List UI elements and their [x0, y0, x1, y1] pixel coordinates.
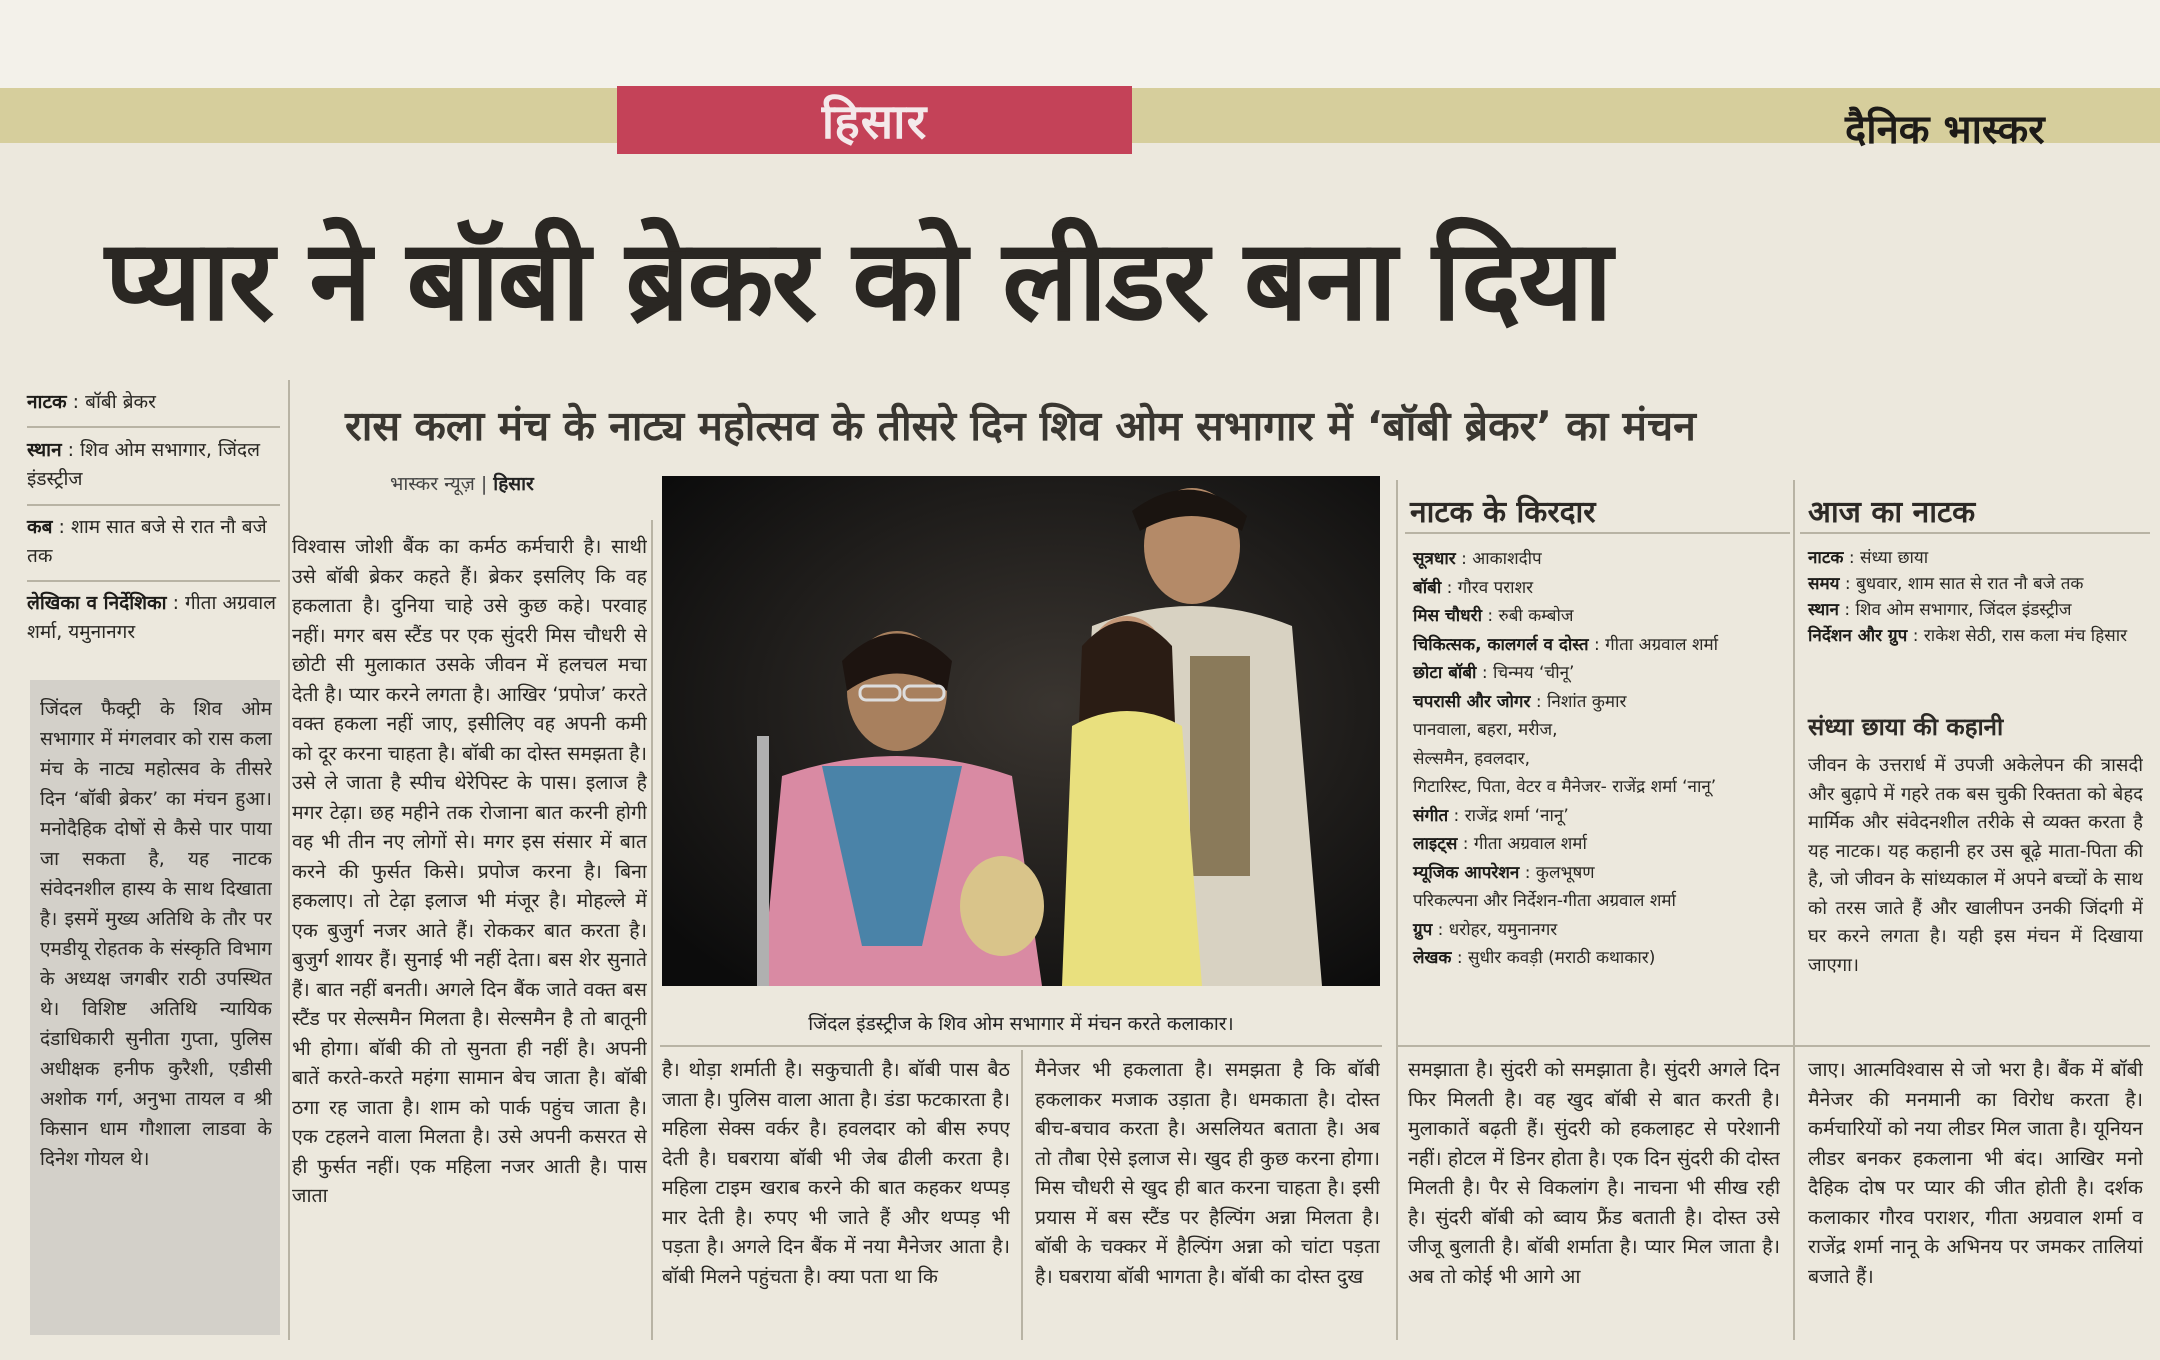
- article-column-3: मैनेजर भी हकलाता है। समझता है कि बॉबी हकलाकर मजाक उड़ाता है। धमकाता है। दोस्त बीच-बचाव करता है। असलियत बताता है। अब तो तौबा ऐसे इलाज से। खुद ही कुछ करना होगा। मिस चौधरी से खुद ही बात करना चाहता है। इसी प्रयास में बस स्टैंड पर हैल्पिंग अन्ना मिलता है। बॉबी के चक्कर में हैल्पिंग अन्ना को चांटा पड़ता है। घबराया बॉबी भागता है। बॉबी का दोस्त दुख: [1035, 1058, 1380, 1288]
- divider: [1405, 532, 1790, 534]
- cast-row: म्यूजिक आपरेशन : कुलभूषण: [1413, 862, 1595, 883]
- cast-name: राजेंद्र शर्मा ‘नानू’: [1464, 805, 1569, 826]
- cast-row: चपरासी और जोगर : निशांत कुमार: [1413, 691, 1627, 712]
- today-row: स्थान : शिव ओम सभागार, जिंदल इंडस्ट्रीज: [1808, 600, 2072, 620]
- article-column-2: है। थोड़ा शर्माती है। सकुचाती है। बॉबी पास बैठ जाता है। पुलिस वाला आता है। डंडा फटकारता है। महिला सेक्स वर्कर है। हवलदार को बीस रुपए देती है। घबराया बॉबी भी जेब ढीली करता है। महिला टाइम खराब करने की बात कहकर थप्पड़ मार देती है। रुपए भी जाते हैं और थप्पड़ भी पड़ता है। अगले दिन बैंक में नया मैनेजर आता है। बॉबी मिलने पहुंचता है। क्या पता था कि: [662, 1058, 1010, 1288]
- cast-name: चिन्मय ‘चीनू’: [1492, 663, 1575, 683]
- column-divider: [1396, 480, 1398, 1340]
- column-divider: [651, 520, 653, 1340]
- cast-row: ग्रुप : धरोहर, यमुनानगर: [1413, 919, 1558, 940]
- headline: प्यार ने बॉबी ब्रेकर को लीडर बना दिया: [105, 216, 1611, 346]
- cast-row: संगीत : राजेंद्र शर्मा ‘नानू’: [1413, 805, 1569, 826]
- today-label: समय: [1808, 574, 1840, 594]
- cast-row: सूत्रधार : आकाशदीप: [1413, 549, 1542, 569]
- story-title: संध्या छाया की कहानी: [1808, 713, 2004, 741]
- today-label: निर्देशन और ग्रुप: [1808, 626, 1908, 646]
- cast-row: परिकल्पना और निर्देशन-गीता अग्रवाल शर्मा: [1413, 891, 1676, 911]
- stage-photo-image: [662, 476, 1380, 986]
- byline: भास्कर न्यूज़ | हिसार: [390, 473, 534, 495]
- today-value: संध्या छाया: [1860, 548, 1929, 568]
- cast-name: आकाशदीप: [1472, 549, 1542, 569]
- cast-role: चिकित्सक, कालगर्ल व दोस्त: [1413, 634, 1589, 655]
- city-label-box: [617, 86, 1132, 154]
- info-director: लेखिका व निर्देशिका : गीता अग्रवाल शर्मा, यमुनानगर: [27, 592, 277, 643]
- divider: [27, 426, 280, 428]
- article-column-4: समझाता है। सुंदरी को समझाता है। सुंदरी अगले दिन फिर मिलती है। वह खुद बॉबी से बात करती है। मुलाकातें बढ़ती हैं। सुंदरी को हकलाहट से परेशानी नहीं। होटल में डिनर होता है। एक दिन सुंदरी की दोस्त मिलती है। पैर से विकलांग है। नाचना भी सीख रही है। सुंदरी बॉबी को ब्वाय फ्रैंड बताती है। दोस्त उसे जीजू बुलाती है। बॉबी शर्माता है। प्यार मिल जाता है। अब तो कोई भी आगे आ: [1408, 1058, 1780, 1288]
- divider: [27, 580, 280, 582]
- info-venue: स्थान : शिव ओम सभागार, जिंदल इंडस्ट्रीज: [27, 439, 260, 490]
- city-label: हिसार: [821, 93, 928, 150]
- article-column-5: जाए। आत्मविश्वास से जो भरा है। बैंक में बॉबी मैनेजर की मनमानी का विरोध करता है। कर्मचारियों को नया लीडर मिल जाता है। यूनियन लीडर बनकर हकलाना भी बंद। आखिर मनो दैहिक दोष पर प्यार की जीत होती है। दर्शक कलाकार गौरव पराशर, गीता अग्रवाल शर्मा व राजेंद्र शर्मा नानू के अभिनय पर जमकर तालियां बजाते हैं।: [1808, 1058, 2143, 1288]
- cast-row: पानवाला, बहरा, मरीज,: [1413, 720, 1558, 740]
- cast-list: [1413, 545, 1783, 973]
- cast-row: बॉबी : गौरव पराशर: [1413, 577, 1534, 598]
- paper-top-margin: [0, 0, 2160, 88]
- photo-caption: जिंदल इंडस्ट्रीज के शिव ओम सभागार में मंचन करते कलाकार।: [808, 1013, 1234, 1035]
- today-row: नाटक : संध्या छाया: [1808, 548, 1929, 568]
- cast-role: म्यूजिक आपरेशन: [1413, 862, 1520, 883]
- today-value: बुधवार, शाम सात से रात नौ बजे तक: [1856, 574, 2084, 594]
- today-value: राकेश सेठी, रास कला मंच हिसार: [1923, 626, 2128, 646]
- cast-role: ग्रुप: [1413, 919, 1433, 940]
- cast-role: संगीत: [1413, 805, 1449, 826]
- cast-name: सुधीर कवड़ी (मराठी कथाकार): [1468, 948, 1656, 968]
- info-value: बॉबी ब्रेकर: [85, 391, 156, 413]
- info-value: गीता अग्रवाल शर्मा, यमुनानगर: [27, 592, 277, 643]
- byline-place: हिसार: [493, 473, 534, 495]
- divider: [1398, 1045, 2150, 1047]
- cast-row: मिस चौधरी : रुबी कम्बोज: [1413, 606, 1574, 626]
- cast-row: लाइट्स : गीता अग्रवाल शर्मा: [1413, 834, 1587, 854]
- byline-source: भास्कर न्यूज़: [390, 473, 475, 495]
- cast-row: छोटा बॉबी : चिन्मय ‘चीनू’: [1413, 663, 1575, 683]
- cast-title: नाटक के किरदार: [1410, 495, 1596, 530]
- divider: [1800, 532, 2150, 534]
- cast-row: लेखक : सुधीर कवड़ी (मराठी कथाकार): [1413, 948, 1656, 968]
- cast-name: निशांत कुमार: [1546, 691, 1627, 712]
- column-divider: [1793, 480, 1795, 1340]
- cast-role: लेखक: [1413, 948, 1452, 968]
- info-value: शिव ओम सभागार, जिंदल इंडस्ट्रीज: [27, 439, 260, 490]
- cast-role: चपरासी और जोगर: [1413, 691, 1531, 712]
- stage-photo: [662, 476, 1380, 986]
- info-label: लेखिका व निर्देशिका: [27, 592, 167, 614]
- today-title: आज का नाटक: [1808, 495, 1976, 530]
- info-time: कब : शाम सात बजे से रात नौ बजे तक: [27, 516, 267, 567]
- cast-role: लाइट्स: [1413, 834, 1458, 854]
- today-row: समय : बुधवार, शाम सात से रात नौ बजे तक: [1808, 574, 2084, 594]
- cast-row: सेल्समैन, हवलदार,: [1413, 748, 1531, 769]
- divider: [660, 1045, 1382, 1047]
- cast-row: चिकित्सक, कालगर्ल व दोस्त : गीता अग्रवाल शर्मा: [1413, 634, 1719, 655]
- cast-name: गीता अग्रवाल शर्मा: [1605, 634, 1719, 655]
- today-row: निर्देशन और ग्रुप : राकेश सेठी, रास कला मंच हिसार: [1808, 626, 2128, 646]
- info-value: शाम सात बजे से रात नौ बजे तक: [27, 516, 267, 567]
- article-column-1: विश्वास जोशी बैंक का कर्मठ कर्मचारी है। साथी उसे बॉबी ब्रेकर कहते हैं। ब्रेकर इसलिए कि वह हकलाता है। दुनिया चाहे उसे कुछ कहे। परवाह नहीं। मगर बस स्टैंड पर एक सुंदरी मिस चौधरी से छोटी सी मुलाकात उसके जीवन में हलचल मचा देती है। प्यार करने लगता है। आखिर ‘प्रपोज’ करते वक्त हकला नहीं जाए, इसीलिए वह अपनी कमी को दूर करना चाहता है। बॉबी का दोस्त समझता है। उसे ले जाता है स्पीच थेरेपिस्ट के पास। इलाज है मगर टेढ़ा। छह महीने तक रोजाना बात करनी होगी वह भी तीन नए लोगों से। मगर इस संसार में बात करने की फुर्सत किसे। प्रपोज करना है। बिना हकलाए। तो टेढ़ा इलाज भी मंजूर है। मोहल्ले में एक बुजुर्ग नजर आते हैं। रोककर बात करता है। बुजुर्ग शायर हैं। सुनाई भी नहीं देता। बस शेर सुनाते हैं। बात नहीं बनती। अगले दिन बैंक जाते वक्त बस स्टैंड पर सेल्समैन मिलता है। सेल्समैन है तो बातूनी भी होगा। बॉबी की तो सुनता ही नहीं है। अपनी बातें करते-करते महंगा सामान बेच जाता है। बॉबी ठगा रह जाता है। शाम को पार्क पहुंच जाता है। एक टहलने वाला मिलता है। उसे अपनी कसरत से ही फुर्सत नहीं। एक महिला नजर आती है। पास जाता: [292, 535, 647, 1207]
- cast-row: गिटारिस्ट, पिता, वेटर व मैनेजर- राजेंद्र शर्मा ‘नानू’: [1413, 777, 1717, 797]
- column-divider: [288, 380, 290, 1340]
- today-value: शिव ओम सभागार, जिंदल इंडस्ट्रीज: [1855, 600, 2072, 620]
- cast-name: धरोहर, यमुनानगर: [1448, 919, 1558, 940]
- subheadline: रास कला मंच के नाट्य महोत्सव के तीसरे दिन शिव ओम सभागार में ‘बॉबी ब्रेकर’ का मंचन: [345, 402, 1696, 450]
- cast-role: छोटा बॉबी: [1413, 663, 1477, 683]
- column-divider: [1021, 1050, 1023, 1340]
- today-label: स्थान: [1808, 600, 1839, 620]
- today-details: [1808, 545, 2143, 649]
- cast-role: बॉबी: [1413, 577, 1442, 598]
- info-label: नाटक: [27, 391, 67, 413]
- cast-role: सूत्रधार: [1413, 549, 1456, 569]
- intro-text: जिंदल फैक्ट्री के शिव ओम सभागार में मंगलवार को रास कला मंच के नाट्य महोत्सव के तीसरे दिन ‘बॉबी ब्रेकर’ का मंचन हुआ। मनोदैहिक दोषों से कैसे पार पाया जा सकता है, यह नाटक संवेदनशील हास्य के साथ दिखाता है। इसमें मुख्य अतिथि के तौर पर एमडीयू रोहतक के संस्कृति विभाग के अध्यक्ष जगबीर राठी उपस्थित थे। विशिष्ट अतिथि न्यायिक दंडाधिकारी सुनीता गुप्ता, पुलिस अधीक्षक हनीफ कुरैशी, एडीसी अशोक गर्ग, अनुभा तायल व श्री किसान धाम गौशाला लाडवा के दिनेश गोयल थे।: [40, 698, 272, 1170]
- info-label: स्थान: [27, 439, 62, 461]
- cast-name: रुबी कम्बोज: [1498, 606, 1574, 626]
- today-label: नाटक: [1808, 548, 1844, 568]
- story-text: जीवन के उत्तरार्ध में उपजी अकेलेपन की त्रासदी और बुढ़ापे में गहरे तक बस चुकी रिक्तता को बेहद मार्मिक और संवेदनशील तरीके से व्यक्त करता है यह नाटक। यह कहानी हर उस बूढ़े माता-पिता की है, जो जीवन के सांध्यकाल में अपने बच्चों के साथ को तरस जाते हैं और खालीपन उनकी जिंदगी में घर करने लगता है। यही इस मंचन में दिखाया जाएगा।: [1808, 755, 2143, 976]
- cast-name: कुलभूषण: [1535, 862, 1595, 883]
- cast-name: गौरव पराशर: [1457, 577, 1534, 598]
- cast-name: गीता अग्रवाल शर्मा: [1473, 834, 1587, 854]
- info-play: नाटक : बॉबी ब्रेकर: [27, 391, 156, 413]
- cast-role: मिस चौधरी: [1413, 606, 1482, 626]
- info-label: कब: [27, 516, 53, 538]
- divider: [27, 504, 280, 506]
- newspaper-masthead: दैनिक भास्कर: [1845, 107, 2045, 153]
